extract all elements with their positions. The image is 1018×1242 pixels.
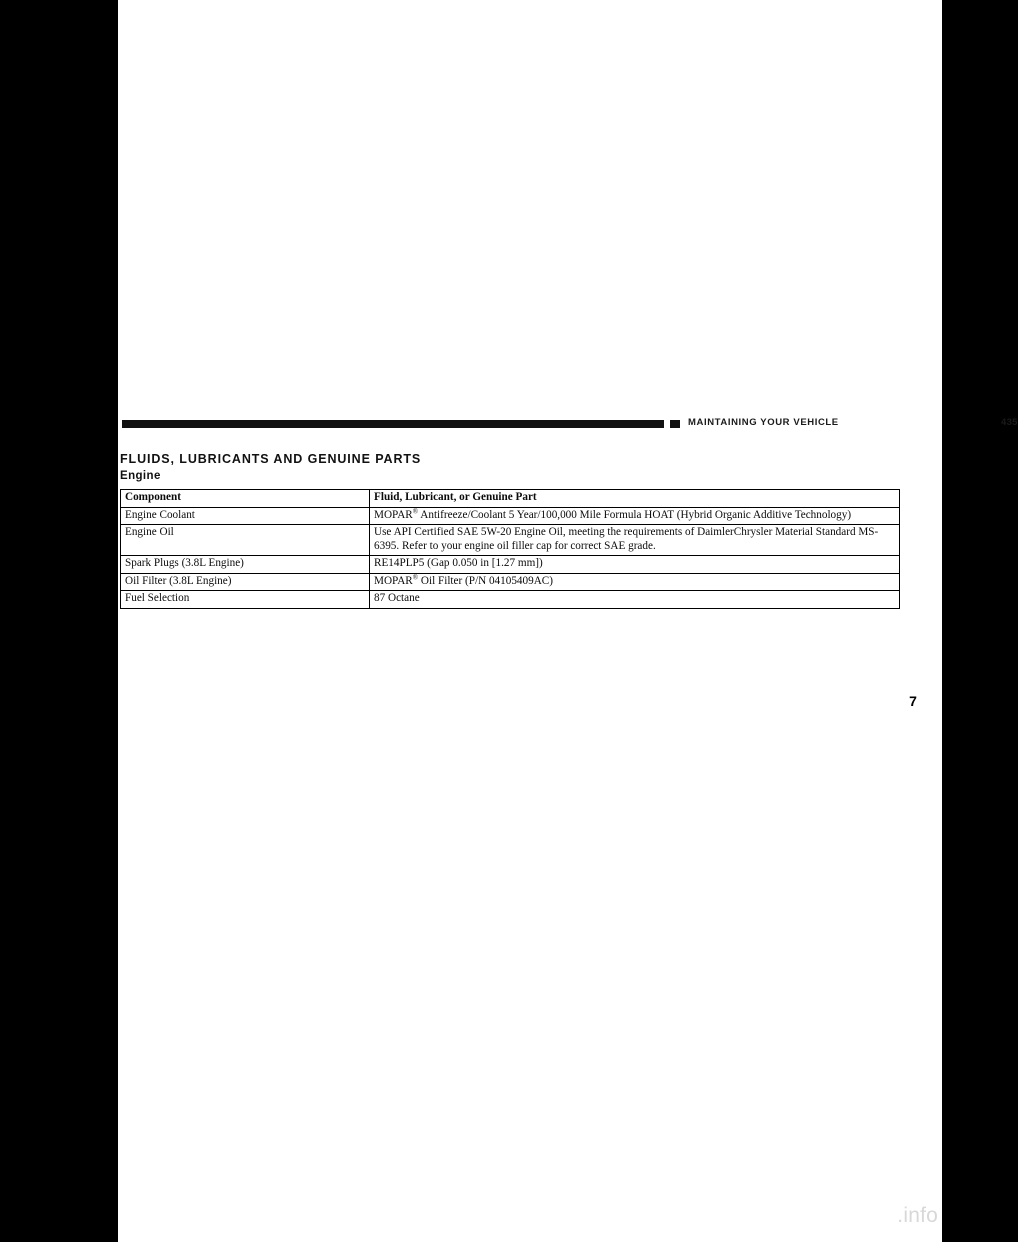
section-subtitle: Engine (120, 470, 161, 482)
column-header: Component (121, 490, 370, 508)
fluid-cell: MOPAR® Oil Filter (P/N 04105409AC) (370, 573, 900, 591)
component-cell: Engine Oil (121, 525, 370, 556)
watermark-main: carmanualsonline (729, 1204, 898, 1227)
header-rule-segment (670, 420, 680, 428)
component-cell: Fuel Selection (121, 591, 370, 609)
table-row (121, 525, 900, 556)
component-cell: Engine Coolant (121, 507, 370, 525)
section-tab-number: 7 (902, 680, 924, 722)
site-watermark (730, 1204, 939, 1228)
table-row (121, 591, 900, 609)
page-header (122, 416, 1018, 434)
section-title: FLUIDS, LUBRICANTS AND GENUINE PARTS (120, 452, 422, 466)
fluids-table-container (120, 489, 900, 609)
fluid-cell: 87 Octane (370, 591, 900, 609)
table-header-row (121, 490, 900, 508)
fluid-cell: RE14PLP5 (Gap 0.050 in [1.27 mm]) (370, 556, 900, 574)
watermark-suffix: .info (897, 1204, 938, 1227)
page-number: 435 (1001, 417, 1018, 428)
component-cell: Oil Filter (3.8L Engine) (121, 573, 370, 591)
registered-mark: ® (412, 506, 419, 515)
brand-name: MOPAR (374, 574, 413, 587)
column-header: Fluid, Lubricant, or Genuine Part (370, 490, 900, 508)
fluid-cell: Use API Certified SAE 5W-20 Engine Oil, meeting the requirements of DaimlerChrysler Material Standard MS-6395. Refer to your engine oil filler cap for correct SAE grade. (370, 525, 900, 556)
running-head-title: MAINTAINING YOUR VEHICLE (688, 417, 839, 428)
table-row (121, 573, 900, 591)
fluid-cell: MOPAR® Antifreeze/Coolant 5 Year/100,000 Mile Formula HOAT (Hybrid Organic Additive Technology) (370, 507, 900, 525)
registered-mark: ® (412, 572, 419, 581)
table-row (121, 556, 900, 574)
brand-name: MOPAR (374, 508, 413, 521)
fluids-table (120, 489, 900, 609)
component-cell: Spark Plugs (3.8L Engine) (121, 556, 370, 574)
left-margin-bar (0, 0, 118, 1242)
right-margin-bar (942, 0, 960, 1242)
table-row (121, 507, 900, 525)
header-rule (122, 420, 664, 428)
